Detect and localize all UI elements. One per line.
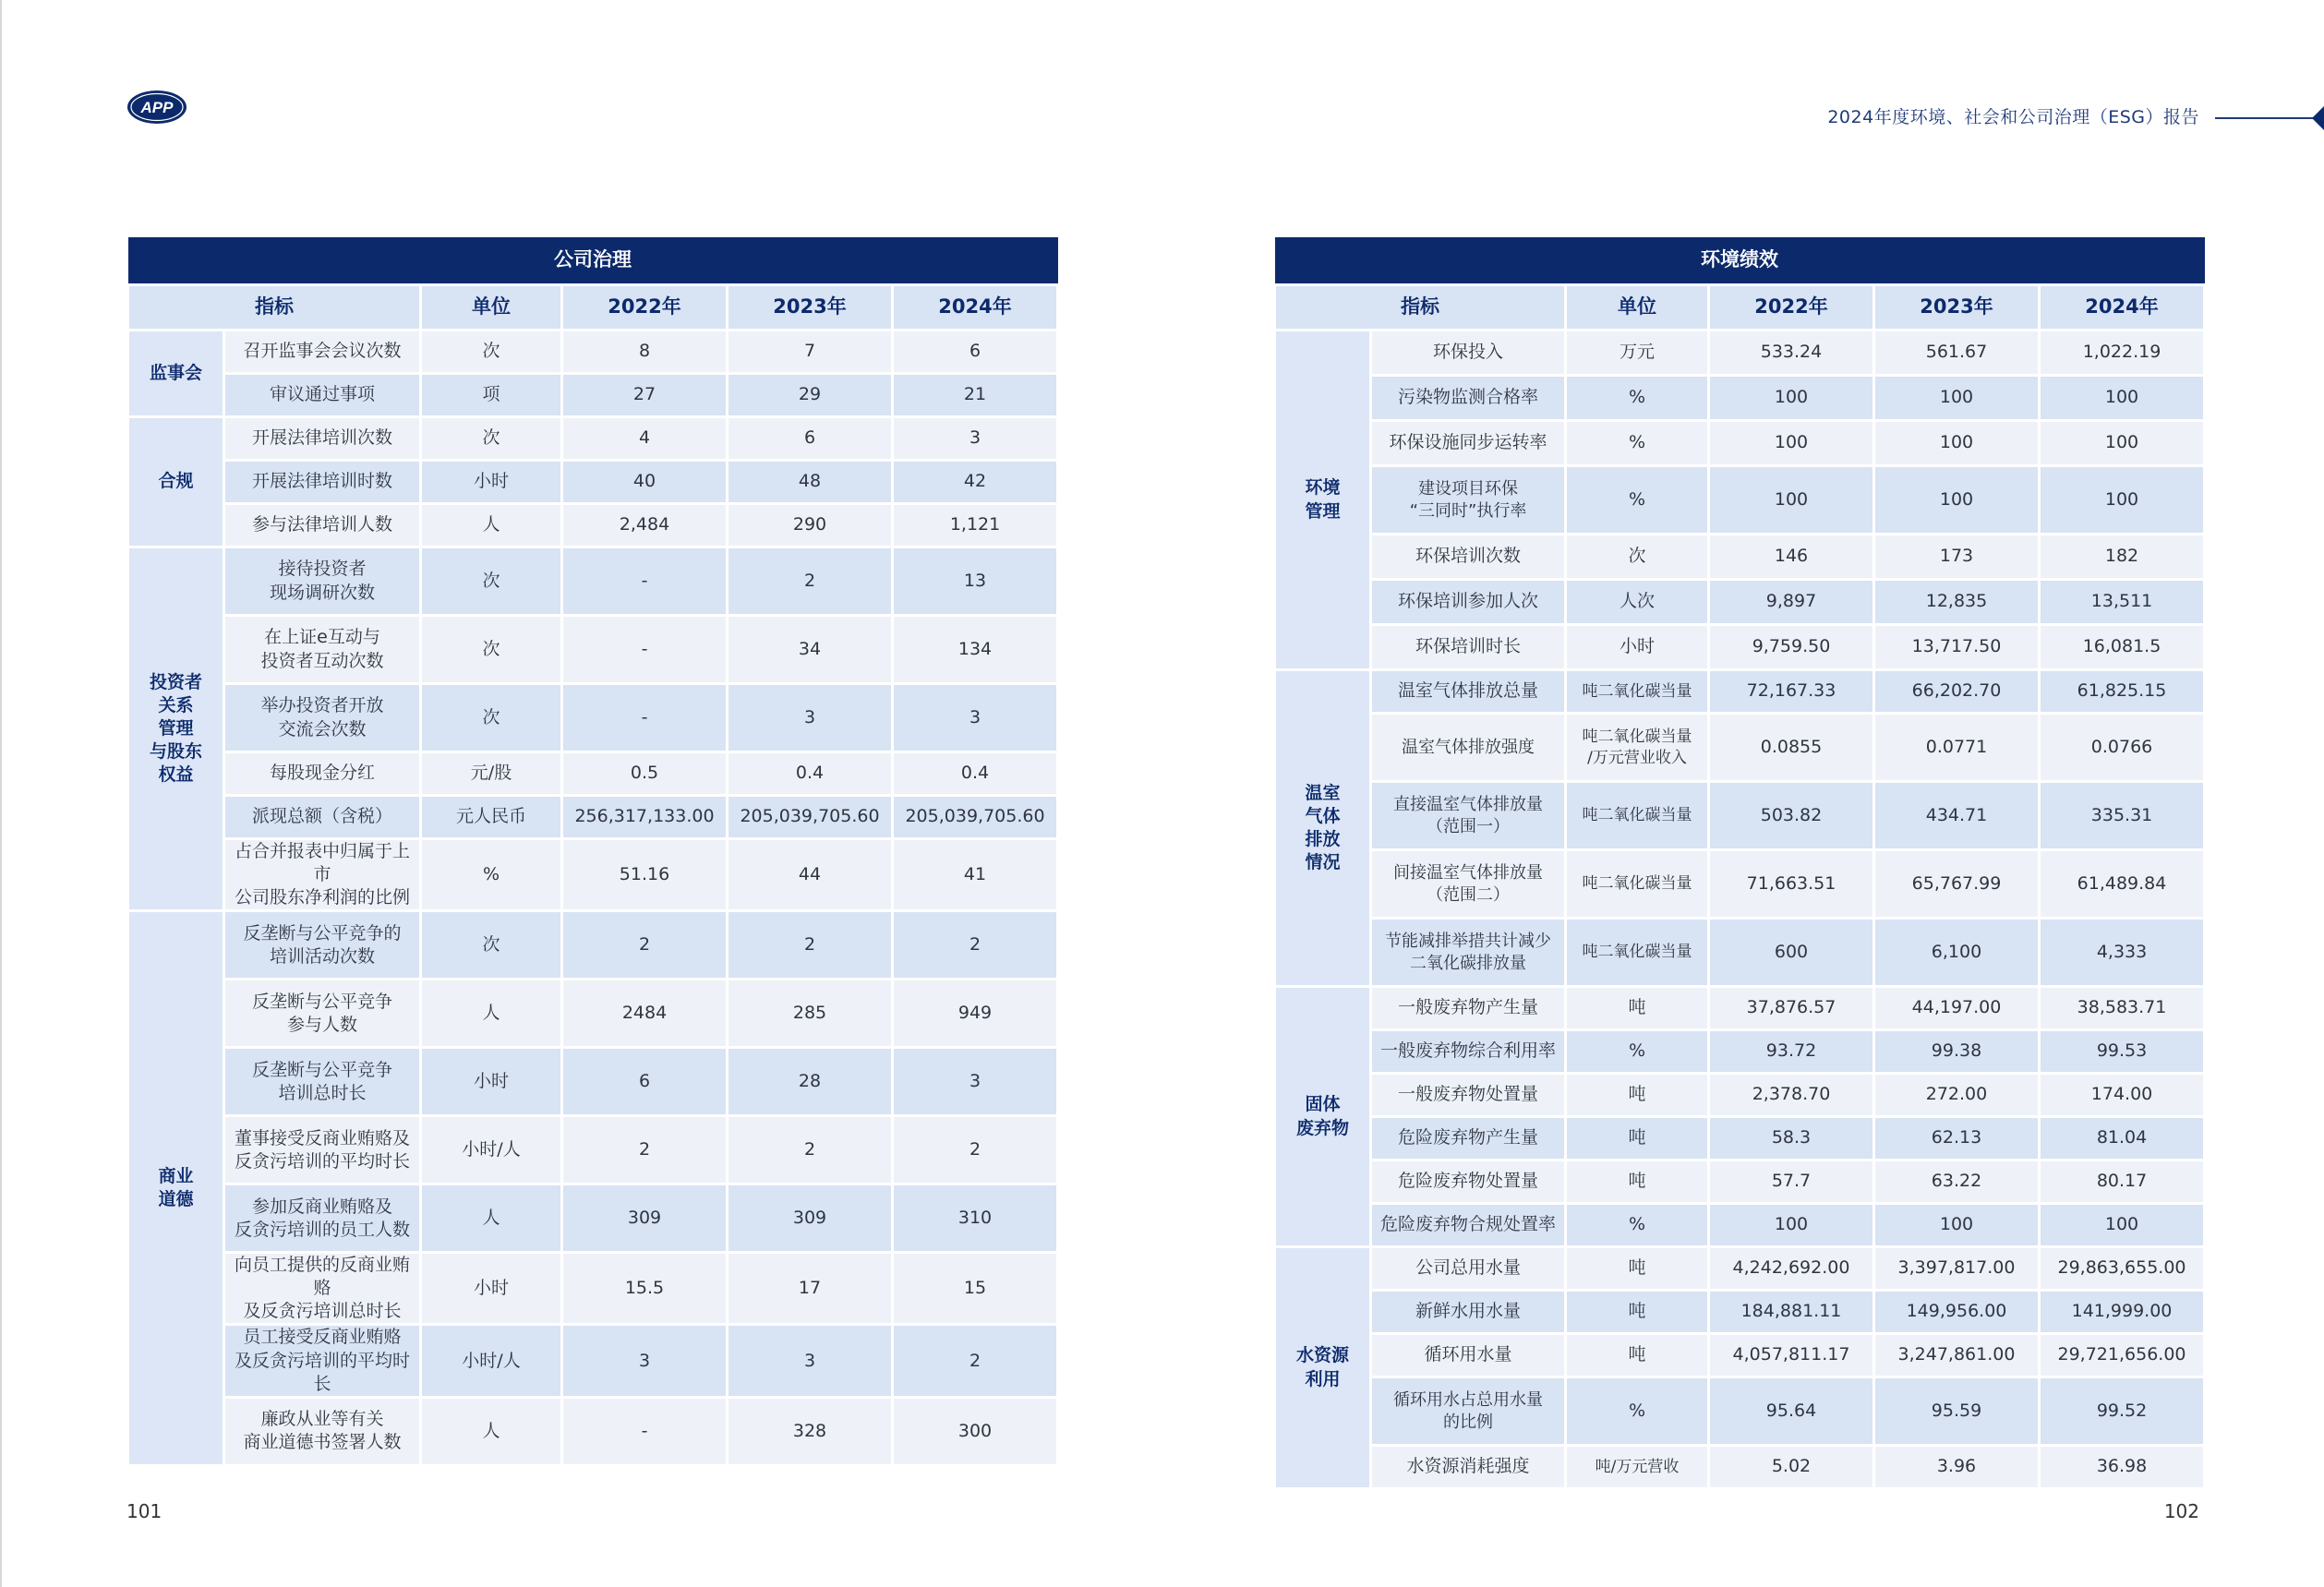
value-2023: 29 xyxy=(728,374,893,417)
metric-cell: 直接温室气体排放量 （范围一） xyxy=(1371,782,1566,850)
value-2022: 6 xyxy=(562,1048,728,1116)
value-2023: 3.96 xyxy=(1874,1446,2040,1489)
table-row xyxy=(128,1116,1058,1184)
metric-cell: 温室气体排放总量 xyxy=(1371,670,1566,714)
table-row xyxy=(128,1325,1058,1397)
metric-cell: 环保培训参加人次 xyxy=(1371,580,1566,625)
table-row xyxy=(128,417,1058,461)
unit-cell: 吨 xyxy=(1566,1291,1709,1334)
metric-cell: 间接温室气体排放量 （范围二） xyxy=(1371,850,1566,919)
metric-cell: 一般废弃物产生量 xyxy=(1371,987,1566,1030)
value-2022: - xyxy=(562,1397,728,1465)
table-row xyxy=(128,980,1058,1048)
table-row xyxy=(1275,466,2205,535)
value-2023: 173 xyxy=(1874,535,2040,580)
value-2024: 100 xyxy=(2040,421,2205,466)
value-2022: 5.02 xyxy=(1709,1446,1874,1489)
value-2024: 100 xyxy=(2040,466,2205,535)
value-2023: 99.38 xyxy=(1874,1030,2040,1074)
value-2023: 95.59 xyxy=(1874,1377,2040,1446)
category-cell: 环境 管理 xyxy=(1275,331,1371,670)
value-2023: 290 xyxy=(728,504,893,547)
value-2023: 2 xyxy=(728,1116,893,1184)
value-2024: 16,081.5 xyxy=(2040,625,2205,670)
table-row xyxy=(1275,1117,2205,1160)
value-2022: 15.5 xyxy=(562,1253,728,1325)
value-2023: 285 xyxy=(728,980,893,1048)
unit-cell: 吨二氧化碳当量 xyxy=(1566,782,1709,850)
unit-cell: 万元 xyxy=(1566,331,1709,376)
col-header-unit: 单位 xyxy=(1566,285,1709,331)
table-row xyxy=(1275,1334,2205,1377)
unit-cell: 次 xyxy=(1566,535,1709,580)
table-row xyxy=(1275,580,2205,625)
value-2024: 80.17 xyxy=(2040,1160,2205,1204)
value-2024: 81.04 xyxy=(2040,1117,2205,1160)
metric-cell: 循环用水量 xyxy=(1371,1334,1566,1377)
value-2024: 61,825.15 xyxy=(2040,670,2205,714)
header-marker xyxy=(2312,106,2324,130)
value-2024: 42 xyxy=(893,461,1058,504)
value-2023: 44 xyxy=(728,839,893,911)
value-2023: 44,197.00 xyxy=(1874,987,2040,1030)
metric-cell: 反垄断与公平竞争的 培训活动次数 xyxy=(224,911,421,980)
value-2023: 100 xyxy=(1874,421,2040,466)
value-2024: 949 xyxy=(893,980,1058,1048)
value-2024: 29,863,655.00 xyxy=(2040,1247,2205,1291)
value-2022: 100 xyxy=(1709,421,1874,466)
table-row xyxy=(1275,1247,2205,1291)
metric-cell: 派现总额（含税） xyxy=(224,796,421,839)
table-row xyxy=(1275,850,2205,919)
value-2023: 28 xyxy=(728,1048,893,1116)
environment-table xyxy=(1273,234,2206,1490)
table-body xyxy=(1275,331,2205,1489)
value-2022: 57.7 xyxy=(1709,1160,1874,1204)
table-row xyxy=(1275,1291,2205,1334)
table-row xyxy=(1275,1160,2205,1204)
value-2023: 34 xyxy=(728,616,893,684)
category-cell: 合规 xyxy=(128,417,224,547)
value-2022: 4,057,811.17 xyxy=(1709,1334,1874,1377)
table-row xyxy=(1275,1377,2205,1446)
value-2022: 2 xyxy=(562,911,728,980)
value-2024: 174.00 xyxy=(2040,1074,2205,1117)
column-header-row xyxy=(1275,285,2205,331)
table-row xyxy=(1275,670,2205,714)
unit-cell: 人次 xyxy=(1566,580,1709,625)
value-2024: 141,999.00 xyxy=(2040,1291,2205,1334)
table-row xyxy=(1275,1030,2205,1074)
value-2022: 100 xyxy=(1709,466,1874,535)
value-2024: 0.4 xyxy=(893,752,1058,796)
col-header-indicator: 指标 xyxy=(1275,285,1566,331)
table-row xyxy=(128,839,1058,911)
metric-cell: 新鲜水用水量 xyxy=(1371,1291,1566,1334)
value-2024: 15 xyxy=(893,1253,1058,1325)
col-header-2023: 2023年 xyxy=(728,285,893,331)
metric-cell: 危险废弃物合规处置率 xyxy=(1371,1204,1566,1247)
value-2022: 184,881.11 xyxy=(1709,1291,1874,1334)
category-cell: 水资源 利用 xyxy=(1275,1247,1371,1489)
unit-cell: 吨/万元营收 xyxy=(1566,1446,1709,1489)
value-2022: 93.72 xyxy=(1709,1030,1874,1074)
unit-cell: 小时/人 xyxy=(421,1116,562,1184)
unit-cell: 项 xyxy=(421,374,562,417)
metric-cell: 环保培训次数 xyxy=(1371,535,1566,580)
value-2024: 13 xyxy=(893,547,1058,616)
value-2024: 99.53 xyxy=(2040,1030,2205,1074)
value-2023: 63.22 xyxy=(1874,1160,2040,1204)
value-2023: 6 xyxy=(728,417,893,461)
unit-cell: % xyxy=(1566,421,1709,466)
value-2024: 1,121 xyxy=(893,504,1058,547)
unit-cell: 次 xyxy=(421,616,562,684)
value-2024: 13,511 xyxy=(2040,580,2205,625)
metric-cell: 董事接受反商业贿赂及 反贪污培训的平均时长 xyxy=(224,1116,421,1184)
value-2024: 36.98 xyxy=(2040,1446,2205,1489)
metric-cell: 召开监事会会议次数 xyxy=(224,331,421,374)
col-header-unit: 单位 xyxy=(421,285,562,331)
category-cell: 温室 气体 排放 情况 xyxy=(1275,670,1371,987)
value-2023: 309 xyxy=(728,1184,893,1253)
value-2023: 0.0771 xyxy=(1874,714,2040,782)
table-row xyxy=(1275,625,2205,670)
metric-cell: 廉政从业等有关 商业道德书签署人数 xyxy=(224,1397,421,1465)
metric-cell: 水资源消耗强度 xyxy=(1371,1446,1566,1489)
value-2023: 272.00 xyxy=(1874,1074,2040,1117)
category-cell: 监事会 xyxy=(128,331,224,417)
unit-cell: 次 xyxy=(421,911,562,980)
table-row xyxy=(1275,919,2205,987)
value-2022: - xyxy=(562,616,728,684)
unit-cell: 吨 xyxy=(1566,1247,1709,1291)
value-2023: 3,247,861.00 xyxy=(1874,1334,2040,1377)
unit-cell: 吨 xyxy=(1566,1160,1709,1204)
value-2022: 40 xyxy=(562,461,728,504)
unit-cell: 小时 xyxy=(421,1253,562,1325)
value-2024: 2 xyxy=(893,1116,1058,1184)
table-row xyxy=(128,796,1058,839)
value-2024: 99.52 xyxy=(2040,1377,2205,1446)
table-row xyxy=(1275,987,2205,1030)
metric-cell: 环保设施同步运转率 xyxy=(1371,421,1566,466)
unit-cell: 次 xyxy=(421,684,562,752)
value-2024: 182 xyxy=(2040,535,2205,580)
value-2023: 48 xyxy=(728,461,893,504)
value-2022: 95.64 xyxy=(1709,1377,1874,1446)
metric-cell: 节能减排举措共计减少 二氧化碳排放量 xyxy=(1371,919,1566,987)
value-2024: 3 xyxy=(893,684,1058,752)
value-2024: 1,022.19 xyxy=(2040,331,2205,376)
unit-cell: % xyxy=(1566,376,1709,421)
table-body xyxy=(128,331,1058,1466)
table-row xyxy=(128,684,1058,752)
page-number: 102 xyxy=(2163,1500,2199,1522)
value-2023: 2 xyxy=(728,547,893,616)
table-row xyxy=(128,1253,1058,1325)
value-2024: 6 xyxy=(893,331,1058,374)
col-header-indicator: 指标 xyxy=(128,285,421,331)
value-2022: 72,167.33 xyxy=(1709,670,1874,714)
table-row xyxy=(1275,1074,2205,1117)
value-2023: 0.4 xyxy=(728,752,893,796)
value-2023: 17 xyxy=(728,1253,893,1325)
category-cell: 固体 废弃物 xyxy=(1275,987,1371,1247)
unit-cell: 吨二氧化碳当量 /万元营业收入 xyxy=(1566,714,1709,782)
value-2024: 310 xyxy=(893,1184,1058,1253)
value-2023: 6,100 xyxy=(1874,919,2040,987)
value-2024: 38,583.71 xyxy=(2040,987,2205,1030)
table-row xyxy=(128,1184,1058,1253)
unit-cell: 吨二氧化碳当量 xyxy=(1566,919,1709,987)
value-2023: 3,397,817.00 xyxy=(1874,1247,2040,1291)
metric-cell: 参与法律培训人数 xyxy=(224,504,421,547)
value-2024: 3 xyxy=(893,417,1058,461)
value-2023: 3 xyxy=(728,1325,893,1397)
category-cell: 投资者 关系 管理 与股东 权益 xyxy=(128,547,224,911)
unit-cell: % xyxy=(421,839,562,911)
table-row xyxy=(128,1048,1058,1116)
value-2023: 62.13 xyxy=(1874,1117,2040,1160)
metric-cell: 在上证e互动与 投资者互动次数 xyxy=(224,616,421,684)
value-2024: 3 xyxy=(893,1048,1058,1116)
value-2023: 434.71 xyxy=(1874,782,2040,850)
unit-cell: 元/股 xyxy=(421,752,562,796)
value-2023: 149,956.00 xyxy=(1874,1291,2040,1334)
unit-cell: 吨二氧化碳当量 xyxy=(1566,670,1709,714)
value-2022: 58.3 xyxy=(1709,1117,1874,1160)
metric-cell: 危险废弃物处置量 xyxy=(1371,1160,1566,1204)
metric-cell: 环保培训时长 xyxy=(1371,625,1566,670)
value-2024: 335.31 xyxy=(2040,782,2205,850)
metric-cell: 危险废弃物产生量 xyxy=(1371,1117,1566,1160)
table-title: 环境绩效 xyxy=(1275,236,2205,285)
table-row xyxy=(128,504,1058,547)
value-2022: 2,378.70 xyxy=(1709,1074,1874,1117)
value-2022: 27 xyxy=(562,374,728,417)
unit-cell: 吨 xyxy=(1566,1074,1709,1117)
col-header-2022: 2022年 xyxy=(1709,285,1874,331)
metric-cell: 反垄断与公平竞争 参与人数 xyxy=(224,980,421,1048)
value-2023: 13,717.50 xyxy=(1874,625,2040,670)
unit-cell: 小时 xyxy=(421,1048,562,1116)
table-row xyxy=(1275,376,2205,421)
unit-cell: 吨二氧化碳当量 xyxy=(1566,850,1709,919)
value-2023: 100 xyxy=(1874,466,2040,535)
unit-cell: 次 xyxy=(421,417,562,461)
metric-cell: 一般废弃物处置量 xyxy=(1371,1074,1566,1117)
value-2023: 65,767.99 xyxy=(1874,850,2040,919)
value-2022: 503.82 xyxy=(1709,782,1874,850)
value-2024: 41 xyxy=(893,839,1058,911)
metric-cell: 参加反商业贿赂及 反贪污培训的员工人数 xyxy=(224,1184,421,1253)
value-2024: 100 xyxy=(2040,376,2205,421)
table-row xyxy=(1275,1446,2205,1489)
value-2023: 7 xyxy=(728,331,893,374)
value-2022: 9,897 xyxy=(1709,580,1874,625)
unit-cell: 吨 xyxy=(1566,987,1709,1030)
table-row xyxy=(128,331,1058,374)
value-2024: 4,333 xyxy=(2040,919,2205,987)
value-2024: 100 xyxy=(2040,1204,2205,1247)
value-2022: - xyxy=(562,547,728,616)
unit-cell: % xyxy=(1566,1030,1709,1074)
value-2023: 3 xyxy=(728,684,893,752)
logo-text: APP xyxy=(140,99,174,116)
unit-cell: 次 xyxy=(421,331,562,374)
table-row xyxy=(1275,782,2205,850)
metric-cell: 每股现金分红 xyxy=(224,752,421,796)
metric-cell: 举办投资者开放 交流会次数 xyxy=(224,684,421,752)
value-2022: 146 xyxy=(1709,535,1874,580)
header-rule xyxy=(2215,117,2315,119)
metric-cell: 环保投入 xyxy=(1371,331,1566,376)
metric-cell: 循环用水占总用水量 的比例 xyxy=(1371,1377,1566,1446)
value-2024: 205,039,705.60 xyxy=(893,796,1058,839)
value-2024: 21 xyxy=(893,374,1058,417)
unit-cell: 元人民币 xyxy=(421,796,562,839)
value-2022: 51.16 xyxy=(562,839,728,911)
unit-cell: 小时 xyxy=(1566,625,1709,670)
metric-cell: 审议通过事项 xyxy=(224,374,421,417)
unit-cell: 小时/人 xyxy=(421,1325,562,1397)
col-header-2023: 2023年 xyxy=(1874,285,2040,331)
column-header-row xyxy=(128,285,1058,331)
metric-cell: 接待投资者 现场调研次数 xyxy=(224,547,421,616)
table-title: 公司治理 xyxy=(128,236,1058,285)
metric-cell: 占合并报表中归属于上市 公司股东净利润的比例 xyxy=(224,839,421,911)
table-row xyxy=(128,616,1058,684)
value-2024: 0.0766 xyxy=(2040,714,2205,782)
value-2022: 309 xyxy=(562,1184,728,1253)
governance-table xyxy=(126,234,1059,1467)
table-row xyxy=(1275,535,2205,580)
unit-cell: % xyxy=(1566,1377,1709,1446)
value-2023: 2 xyxy=(728,911,893,980)
unit-cell: 人 xyxy=(421,980,562,1048)
metric-cell: 反垄断与公平竞争 培训总时长 xyxy=(224,1048,421,1116)
value-2023: 561.67 xyxy=(1874,331,2040,376)
value-2022: 9,759.50 xyxy=(1709,625,1874,670)
value-2022: 37,876.57 xyxy=(1709,987,1874,1030)
value-2023: 100 xyxy=(1874,376,2040,421)
table-row xyxy=(1275,1204,2205,1247)
metric-cell: 公司总用水量 xyxy=(1371,1247,1566,1291)
value-2022: 0.0855 xyxy=(1709,714,1874,782)
value-2023: 328 xyxy=(728,1397,893,1465)
value-2022: 4 xyxy=(562,417,728,461)
right-page xyxy=(1162,0,2324,1587)
value-2022: 2484 xyxy=(562,980,728,1048)
metric-cell: 员工接受反商业贿赂 及反贪污培训的平均时长 xyxy=(224,1325,421,1397)
app-logo xyxy=(126,89,188,126)
table-row xyxy=(128,374,1058,417)
unit-cell: 人 xyxy=(421,1397,562,1465)
value-2024: 61,489.84 xyxy=(2040,850,2205,919)
value-2022: 4,242,692.00 xyxy=(1709,1247,1874,1291)
table-row xyxy=(128,547,1058,616)
table-row xyxy=(1275,331,2205,376)
table-row xyxy=(128,461,1058,504)
unit-cell: 小时 xyxy=(421,461,562,504)
value-2023: 205,039,705.60 xyxy=(728,796,893,839)
value-2022: 8 xyxy=(562,331,728,374)
metric-cell: 温室气体排放强度 xyxy=(1371,714,1566,782)
metric-cell: 开展法律培训时数 xyxy=(224,461,421,504)
table-row xyxy=(1275,714,2205,782)
value-2022: 0.5 xyxy=(562,752,728,796)
metric-cell: 向员工提供的反商业贿赂 及反贪污培训总时长 xyxy=(224,1253,421,1325)
unit-cell: % xyxy=(1566,1204,1709,1247)
value-2023: 100 xyxy=(1874,1204,2040,1247)
col-header-2024: 2024年 xyxy=(2040,285,2205,331)
table-row xyxy=(128,1397,1058,1465)
value-2022: 533.24 xyxy=(1709,331,1874,376)
value-2024: 2 xyxy=(893,911,1058,980)
category-cell: 商业 道德 xyxy=(128,911,224,1465)
value-2022: 71,663.51 xyxy=(1709,850,1874,919)
value-2024: 134 xyxy=(893,616,1058,684)
metric-cell: 一般废弃物综合利用率 xyxy=(1371,1030,1566,1074)
unit-cell: 次 xyxy=(421,547,562,616)
value-2024: 29,721,656.00 xyxy=(2040,1334,2205,1377)
unit-cell: 吨 xyxy=(1566,1117,1709,1160)
col-header-2022: 2022年 xyxy=(562,285,728,331)
value-2022: 100 xyxy=(1709,1204,1874,1247)
col-header-2024: 2024年 xyxy=(893,285,1058,331)
value-2022: 256,317,133.00 xyxy=(562,796,728,839)
report-title: 2024年度环境、社会和公司治理（ESG）报告 xyxy=(1827,107,2199,127)
value-2022: 2 xyxy=(562,1116,728,1184)
unit-cell: 吨 xyxy=(1566,1334,1709,1377)
unit-cell: 人 xyxy=(421,1184,562,1253)
value-2023: 12,835 xyxy=(1874,580,2040,625)
metric-cell: 建设项目环保 “三同时”执行率 xyxy=(1371,466,1566,535)
table-row xyxy=(128,752,1058,796)
metric-cell: 污染物监测合格率 xyxy=(1371,376,1566,421)
value-2022: 3 xyxy=(562,1325,728,1397)
unit-cell: % xyxy=(1566,466,1709,535)
value-2022: - xyxy=(562,684,728,752)
value-2024: 300 xyxy=(893,1397,1058,1465)
table-row xyxy=(1275,421,2205,466)
table-row xyxy=(128,911,1058,980)
value-2022: 100 xyxy=(1709,376,1874,421)
value-2023: 66,202.70 xyxy=(1874,670,2040,714)
page-number: 101 xyxy=(126,1500,163,1522)
metric-cell: 开展法律培训次数 xyxy=(224,417,421,461)
value-2022: 600 xyxy=(1709,919,1874,987)
value-2024: 2 xyxy=(893,1325,1058,1397)
value-2022: 2,484 xyxy=(562,504,728,547)
unit-cell: 人 xyxy=(421,504,562,547)
